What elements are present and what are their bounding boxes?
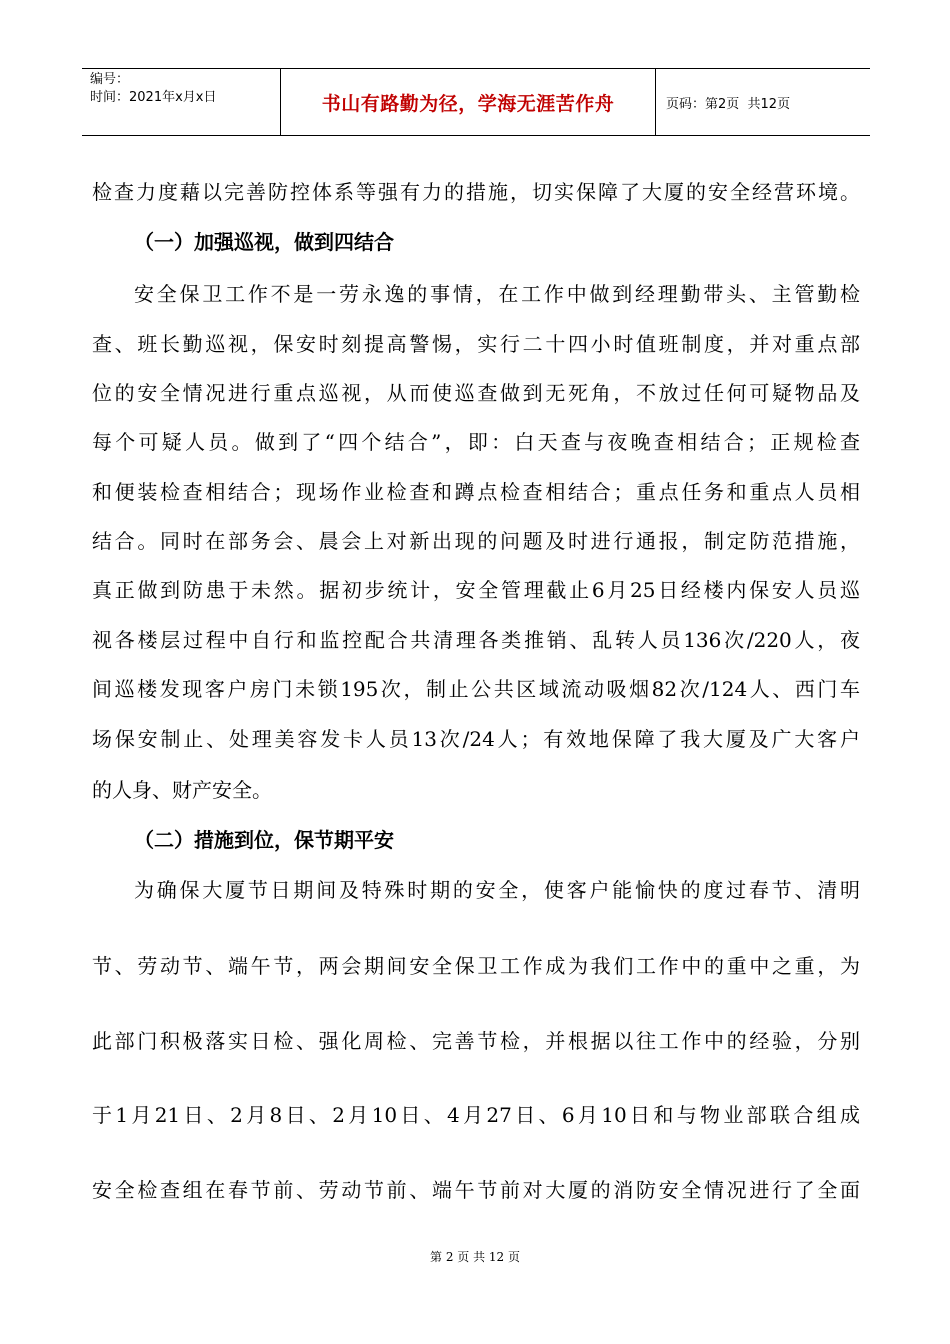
body-line: 此部门积极落实日检、强化周检、完善节检，并根据以往工作中的经验，分别: [92, 1029, 860, 1053]
body-line: 于1月21日、2月8日、2月10日、4月27日、6月10日和与物业部联合组成: [92, 1103, 860, 1127]
body-line: 真正做到防患于未然。据初步统计，安全管理截止6月25日经楼内保安人员巡: [92, 578, 860, 602]
body-line: 位的安全情况进行重点巡视，从而使巡查做到无死角，不放过任何可疑物品及: [92, 381, 860, 405]
body-line: 场保安制止、处理美容发卡人员13次/24人；有效地保障了我大厦及广大客户: [92, 727, 860, 751]
body-line: 安全检查组在春节前、劳动节前、端午节前对大厦的消防安全情况进行了全面: [92, 1178, 860, 1202]
page-footer: 第 2 页 共 12 页: [430, 1250, 520, 1264]
body-line: 检查力度藉以完善防控体系等强有力的措施，切实保障了大厦的安全经营环境。: [92, 180, 860, 204]
body-line: 每个可疑人员。做到了“四个结合”，即：白天查与夜晚查相结合；正规检查: [92, 430, 860, 454]
body-line: 和便装检查相结合；现场作业检查和蹲点检查相结合；重点任务和重点人员相: [92, 480, 860, 504]
header-meta: [82, 69, 281, 135]
body-line: 结合。同时在部务会、晨会上对新出现的问题及时进行通报，制定防范措施，: [92, 529, 860, 553]
body-line: 为确保大厦节日期间及特殊时期的安全，使客户能愉快的度过春节、清明: [134, 878, 860, 902]
header-motto: 书山有路勤为径，学海无涯苦作舟: [281, 69, 656, 135]
body-line: 间巡楼发现客户房门未锁195次，制止公共区域流动吸烟82次/124人、西门车: [92, 677, 860, 701]
body-line: 的人身、财产安全。: [92, 778, 272, 802]
body-line: 查、班长勤巡视，保安时刻提高警惕，实行二十四小时值班制度，并对重点部: [92, 332, 860, 356]
document-date: 时间：2021年x月x日: [90, 90, 217, 105]
body-line: 节、劳动节、端午节，两会期间安全保卫工作成为我们工作中的重中之重，为: [92, 954, 860, 978]
header-page-info: [656, 69, 870, 135]
section-heading-2: （二）措施到位，保节期平安: [134, 828, 394, 852]
section-heading-1: （一）加强巡视，做到四结合: [134, 230, 394, 254]
body-line: 视各楼层过程中自行和监控配合共清理各类推销、乱转人员136次/220人，夜: [92, 628, 860, 652]
body-line: 安全保卫工作不是一劳永逸的事情，在工作中做到经理勤带头、主管勤检: [134, 282, 860, 306]
page-info-text: 页码：第2页 共12页: [666, 96, 791, 112]
page-header: [82, 68, 870, 136]
document-number-label: 编号：: [90, 72, 130, 87]
